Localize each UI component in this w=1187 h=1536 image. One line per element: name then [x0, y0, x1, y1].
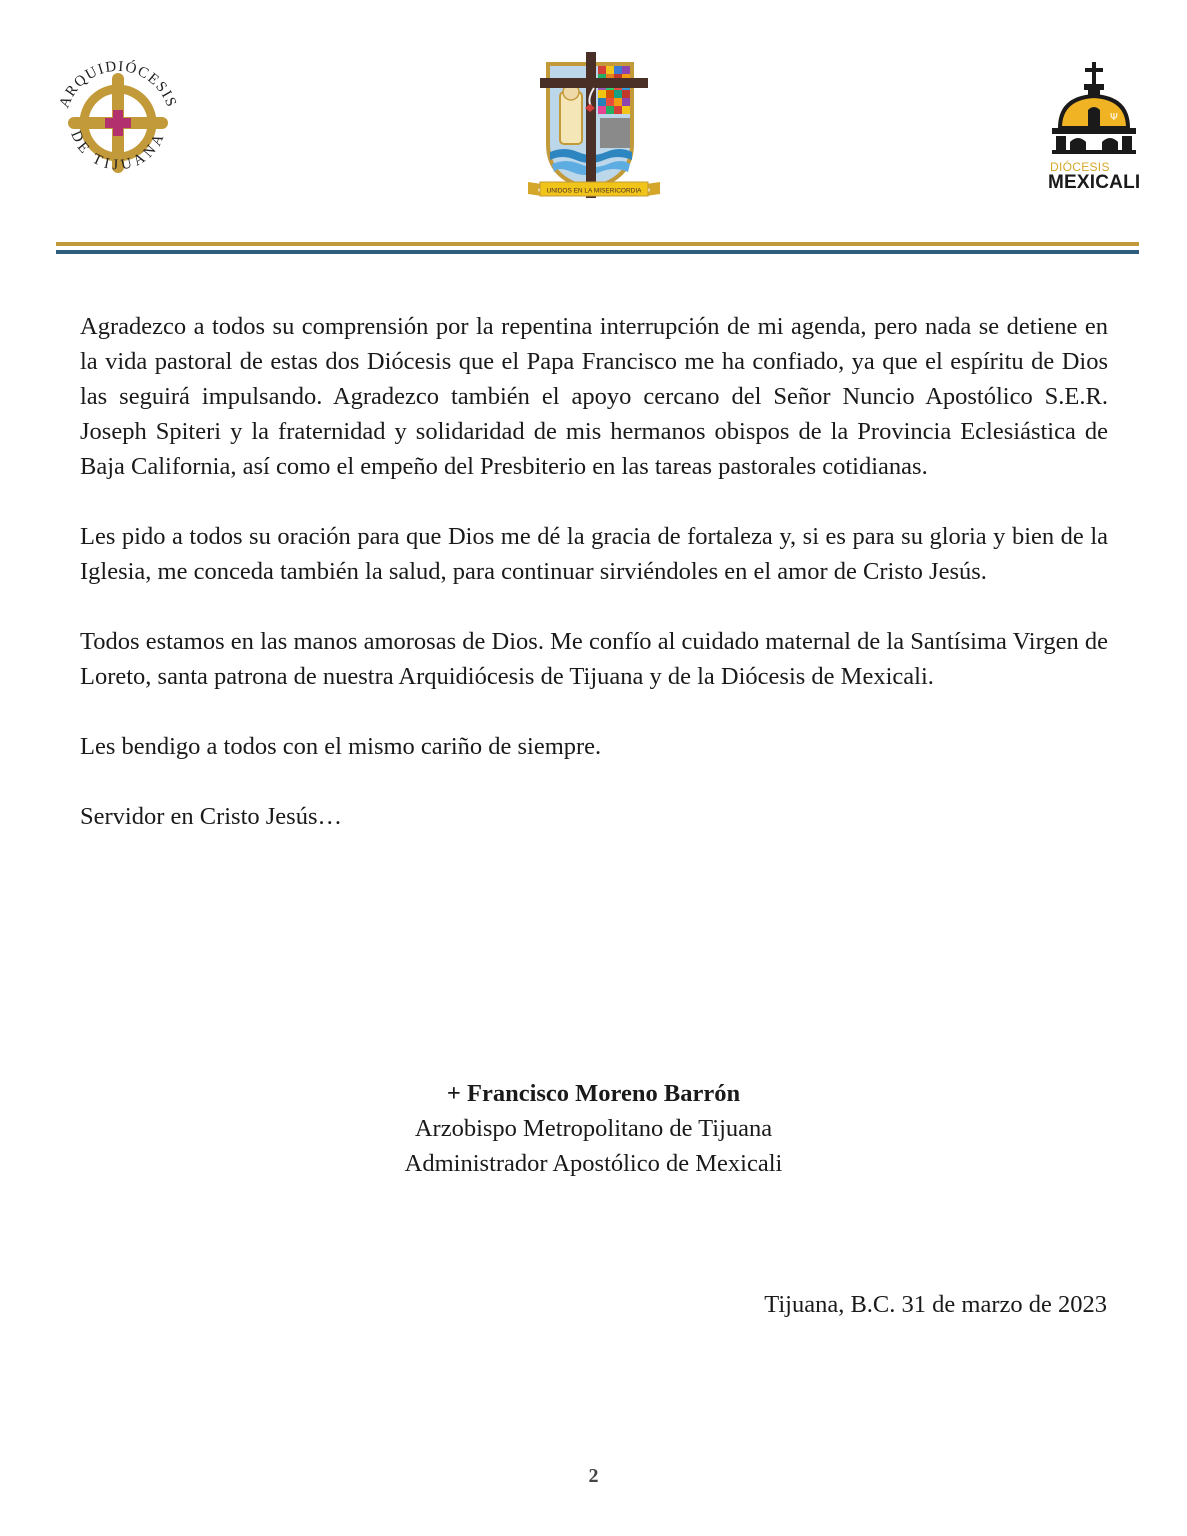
page-number: 2 [588, 1465, 599, 1487]
logo-arc-text-top: ARQUIDIÓCESIS [56, 58, 180, 111]
header-rule-gold [56, 242, 1139, 246]
trident-icon: Ψ [1110, 112, 1118, 123]
header-rule-blue [56, 250, 1139, 254]
signatory-title: Administrador Apostólico de Mexicali [404, 1150, 783, 1177]
crest-motto: UNIDOS EN LA MISERICORDIA [546, 187, 642, 195]
signatory-name: + Francisco Moreno Barrón [446, 1080, 741, 1107]
diocesis-mexicali-logo [1044, 58, 1144, 196]
letter-date: Tijuana, B.C. 31 de marzo de 2023 [764, 1291, 1107, 1318]
paragraph: Agradezco a todos su comprensión por la repentina interrupción de mi agenda, pero nada se detiene en la vida pastoral de estas dos Diócesis que el Papa Francisco me ha confiado, ya que el espíritu de Dios las seguirá impulsando. Agradezco también el apoyo cercano del Señor Nuncio Apostólico S.E.R. Joseph Spiteri y la fraternidad y solidaridad de mis hermanos obispos de la Provincia Eclesiástica de Baja California, así como el empeño del Presbiterio en las tareas pastorales cotidianas. [80, 313, 1108, 480]
logo-arc-text-bottom: DE TIJUANA [67, 128, 169, 174]
mexicali-logo-small-text: DIÓCESIS [1050, 160, 1110, 174]
signature-block [0, 1076, 1187, 1181]
diocesan-coat-of-arms [524, 48, 664, 206]
letter-body [80, 309, 1108, 869]
arquidiocesis-tijuana-logo [50, 55, 186, 191]
paragraph: Servidor en Cristo Jesús… [80, 803, 342, 830]
paragraph: Todos estamos en las manos amorosas de Dios. Me confío al cuidado maternal de la Santísima Virgen de Loreto, santa patrona de nuestra Arquidiócesis de Tijuana y de la Diócesis de Mexicali. [80, 628, 1108, 690]
paragraph: Les bendigo a todos con el mismo cariño de siempre. [80, 733, 602, 760]
mexicali-logo-big-text: MEXICALI [1048, 172, 1141, 193]
paragraph: Les pido a todos su oración para que Dios me dé la gracia de fortaleza y, si es para su gloria y bien de la Iglesia, me conceda también la salud, para continuar sirviéndoles en el amor de Cristo Jesús. [80, 523, 1108, 585]
letterhead [0, 0, 1187, 240]
signatory-title: Arzobispo Metropolitano de Tijuana [414, 1115, 773, 1142]
